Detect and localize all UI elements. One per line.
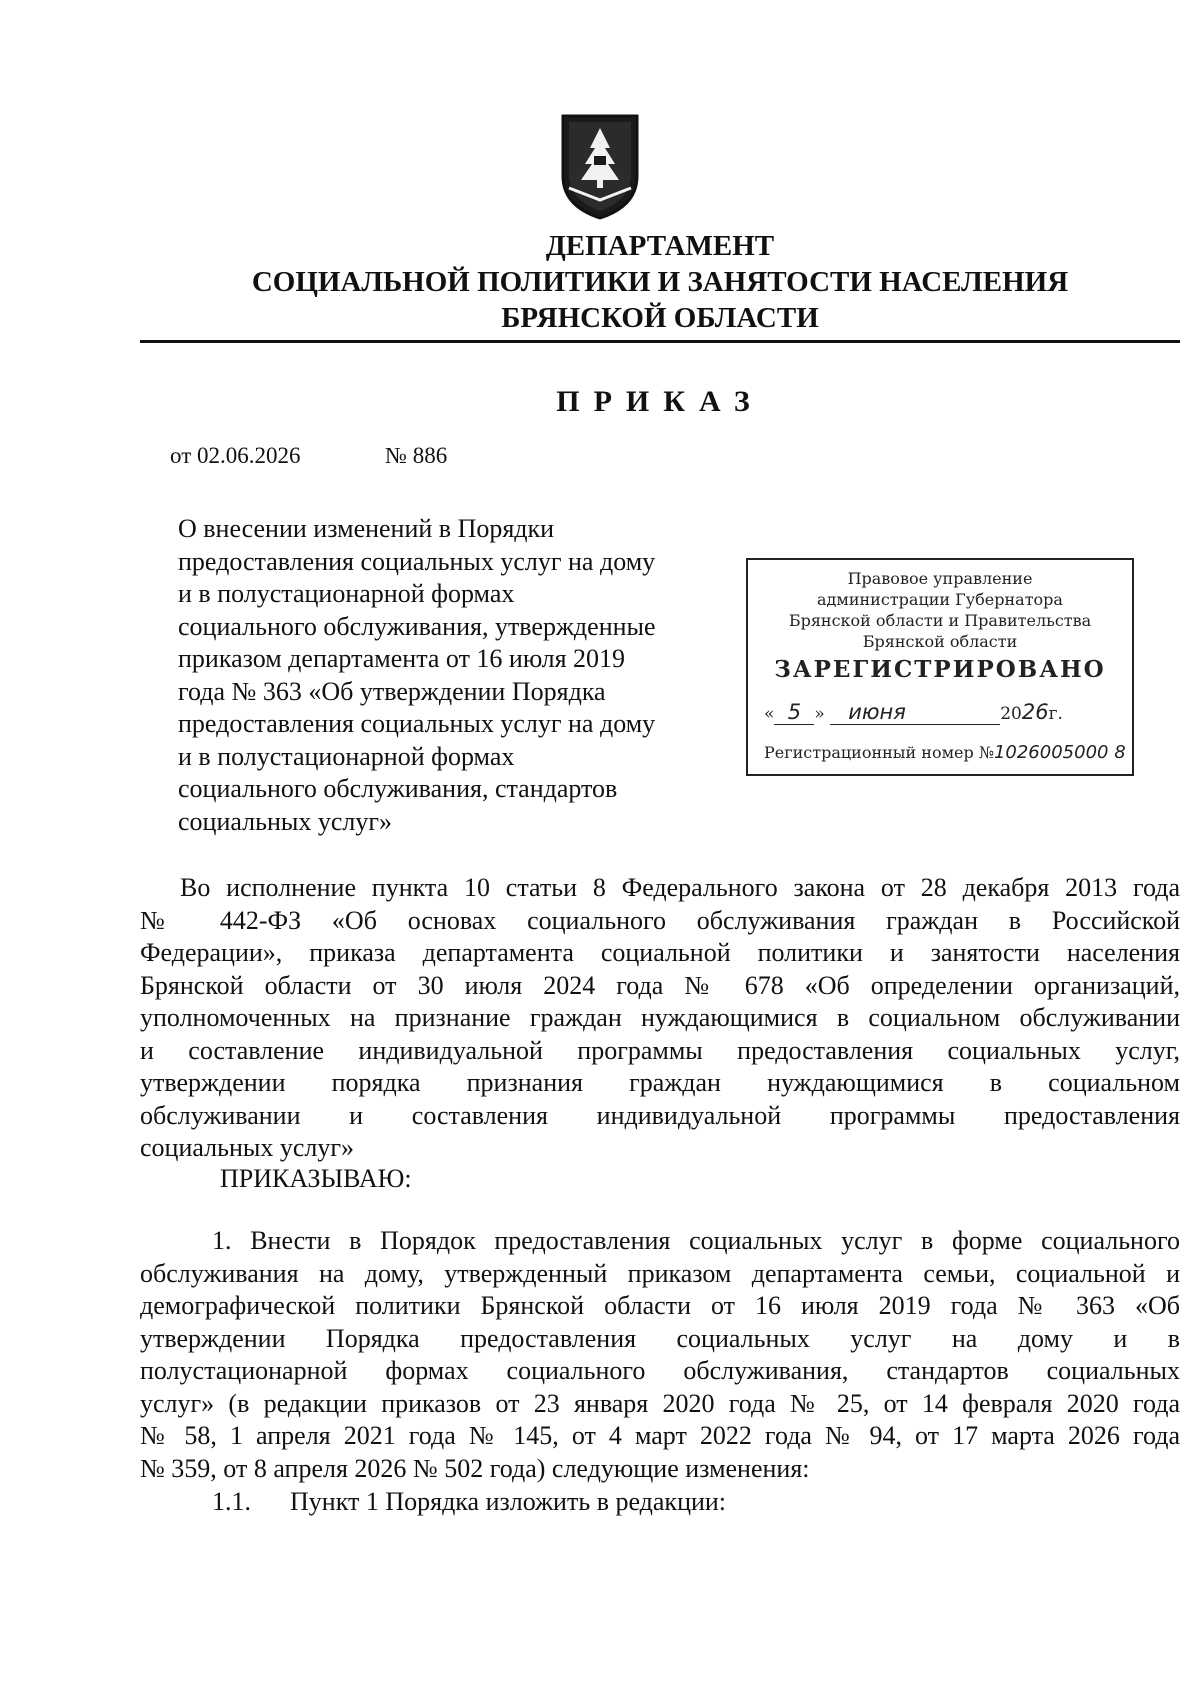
clause-line: 1. Внести в Порядок предоставления социальных услуг в форме социального	[212, 1226, 1180, 1255]
stamp-org-line: администрации Губернатора	[817, 590, 1063, 609]
stamp-registered: ЗАРЕГИСТРИРОВАНО	[774, 656, 1106, 683]
stamp-close-quote: »	[814, 704, 825, 724]
clause-line: обслуживания на дому, утвержденный приказом департамента семьи, социальной и	[140, 1258, 1180, 1288]
stamp-date-line	[764, 700, 1124, 730]
subject-line: социального обслуживания, стандартов	[178, 774, 618, 803]
order-subject	[178, 513, 718, 838]
stamp-open-quote: «	[764, 704, 775, 724]
subject-line: социального обслуживания, утвержденные	[178, 611, 656, 641]
stamp-org-line: Брянской области и Правительства	[788, 611, 1092, 630]
order-number: № 886	[385, 443, 448, 468]
clause-line: услуг» (в редакции приказов от 23 января 2020 года № 25, от 14 февраля 2020 года	[140, 1388, 1180, 1418]
stamp-organization	[748, 568, 1132, 652]
preamble-line: Во исполнение пункта 10 статьи 8 Федерального закона от 28 декабря 2013 года	[180, 873, 1180, 902]
coat-of-arms-icon	[555, 110, 645, 222]
order-title: ПРИКАЗ	[556, 385, 764, 418]
stamp-day: 5	[774, 700, 814, 725]
department-title-line-3: БРЯНСКОЙ ОБЛАСТИ	[501, 302, 819, 334]
header-divider	[140, 340, 1180, 343]
stamp-year-suffix: 26	[1021, 700, 1049, 724]
subject-line: предоставления социальных услуг на дому	[178, 546, 656, 576]
preamble-line: утверждении порядка признания граждан нуждающимися в социальном	[140, 1068, 1180, 1097]
clause-line: демографической политики Брянской области от 16 июля 2019 года № 363 «Об	[140, 1291, 1180, 1320]
preamble-paragraph	[140, 872, 1180, 1165]
stamp-reg-number: 1026005000 8	[993, 742, 1126, 763]
registration-stamp	[746, 558, 1134, 776]
clause-line: утверждении Порядка предоставления социальных услуг на дому и в	[140, 1323, 1180, 1353]
preamble-line: № 442-ФЗ «Об основах социального обслуживания граждан в Российской	[140, 905, 1180, 935]
preamble-line: социальных услуг»	[140, 1133, 355, 1162]
clause-line: полустационарной формах социального обслуживания, стандартов социальных	[140, 1356, 1180, 1385]
stamp-month: июня	[830, 700, 1000, 725]
order-date: от 02.06.2026	[170, 443, 301, 468]
preamble-line: обслуживании и составления индивидуальной программы предоставления	[140, 1100, 1180, 1130]
stamp-year-unit: г.	[1048, 704, 1063, 724]
preamble-line: Брянской области от 30 июля 2024 года № 678 «Об определении организаций,	[140, 970, 1180, 1000]
department-title-line-1: ДЕПАРТАМЕНТ	[545, 230, 775, 262]
stamp-org-line: Правовое управление	[847, 569, 1033, 588]
preamble-line: уполномоченных на признание граждан нуждающимися в социальном обслуживании	[140, 1003, 1180, 1032]
subject-line: О внесении изменений в Порядки	[178, 514, 555, 543]
item-number: 1.1.	[212, 1487, 251, 1516]
clause-1-paragraph	[140, 1225, 1180, 1485]
stamp-reg-line	[764, 742, 1128, 763]
stamp-org-line: Брянской области	[862, 632, 1018, 651]
stamp-year-prefix: 20	[1000, 704, 1022, 724]
stamp-reg-label: Регистрационный номер №	[764, 743, 994, 762]
subject-line: предоставления социальных услуг на дому	[178, 709, 656, 738]
subject-line: и в полустационарной формах	[178, 579, 515, 608]
item-text: Пункт 1 Порядка изложить в редакции:	[290, 1487, 727, 1516]
department-title-line-2: СОЦИАЛЬНОЙ ПОЛИТИКИ И ЗАНЯТОСТИ НАСЕЛЕНИЯ	[251, 266, 1069, 298]
preamble-line: и составление индивидуальной программы предоставления социальных услуг,	[140, 1035, 1180, 1065]
subject-line: социальных услуг»	[178, 806, 393, 836]
clause-line: № 58, 1 апреля 2021 года № 145, от 4 март 2022 года № 94, от 17 марта 2026 года	[140, 1421, 1180, 1450]
clause-line: № 359, от 8 апреля 2026 № 502 года) следующие изменения:	[140, 1453, 810, 1483]
order-directive: ПРИКАЗЫВАЮ:	[220, 1164, 412, 1193]
preamble-line: Федерации», приказа департамента социальной политики и занятости населения	[140, 938, 1180, 967]
subject-line: года № 363 «Об утверждении Порядка	[178, 676, 606, 706]
subject-line: приказом департамента от 16 июля 2019	[178, 644, 626, 673]
subject-line: и в полустационарной формах	[178, 741, 515, 771]
